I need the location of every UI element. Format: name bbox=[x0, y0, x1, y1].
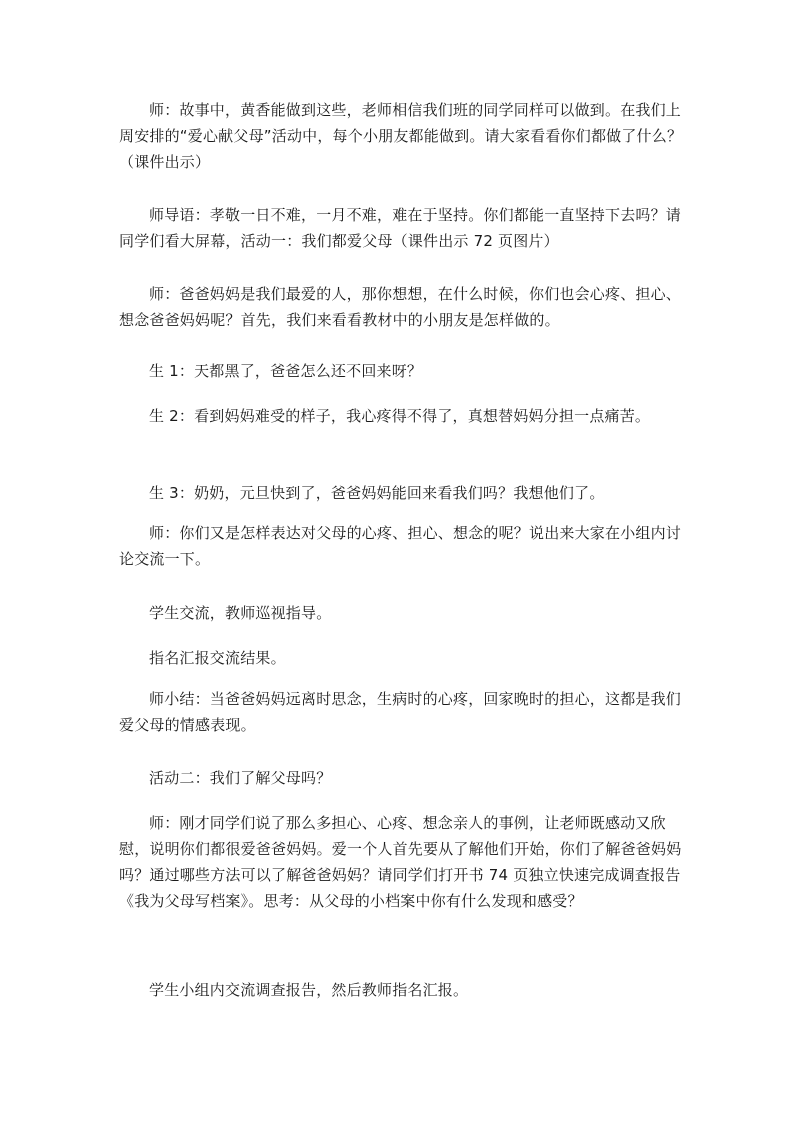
paragraph-teacher-guide: 师导语：孝敬一日不难，一月不难，难在于坚持。你们都能一直坚持下去吗？请同学们看大屏幕，活动一：我们都爱父母（课件出示 72 页图片） bbox=[119, 206, 682, 250]
paragraph-teacher-survey: 师：刚才同学们说了那么多担心、心疼、想念亲人的事例，让老师既感动又欣慰，说明你们都很爱爸爸妈妈。爱一个人首先要从了解他们开始，你们了解爸爸妈妈吗？通过哪些方法可以了解爸爸妈妈？请同学们打开书 74 页独立快速完成调查报告《我为父母写档案》。思考：从父母的小档案中你有什么发现和感受？ bbox=[119, 814, 682, 910]
paragraph-student-exchange: 学生交流，教师巡视指导。 bbox=[149, 604, 332, 622]
paragraph-story-intro: 师：故事中，黄香能做到这些，老师相信我们班的同学同样可以做到。在我们上周安排的“爱心献父母”活动中，每个小朋友都能做到。请大家看看你们都做了什么？（课件出示） bbox=[119, 101, 683, 171]
paragraph-teacher-discussion: 师：你们又是怎样表达对父母的心疼、担心、想念的呢？说出来大家在小组内讨论交流一下。 bbox=[119, 524, 682, 568]
paragraph-student-1: 生 1：天都黑了，爸爸怎么还不回来呀？ bbox=[149, 362, 423, 380]
paragraph-report-results: 指名汇报交流结果。 bbox=[149, 649, 286, 667]
paragraph-student-3: 生 3：奶奶，元旦快到了，爸爸妈妈能回来看我们吗？我想他们了。 bbox=[149, 484, 605, 502]
paragraph-activity-two: 活动二：我们了解父母吗？ bbox=[149, 769, 332, 787]
paragraph-group-report: 学生小组内交流调查报告，然后教师指名汇报。 bbox=[149, 981, 469, 999]
paragraph-teacher-question: 师：爸爸妈妈是我们最爱的人，那你想想，在什么时候，你们也会心疼、担心、想念爸爸妈妈呢？首先，我们来看看教材中的小朋友是怎样做的。 bbox=[119, 285, 682, 329]
paragraph-student-2: 生 2：看到妈妈难受的样子，我心疼得不得了，真想替妈妈分担一点痛苦。 bbox=[149, 407, 651, 425]
paragraph-teacher-summary: 师小结：当爸爸妈妈远离时思念，生病时的心疼，回家晚时的担心，这都是我们爱父母的情感表现。 bbox=[119, 690, 682, 734]
